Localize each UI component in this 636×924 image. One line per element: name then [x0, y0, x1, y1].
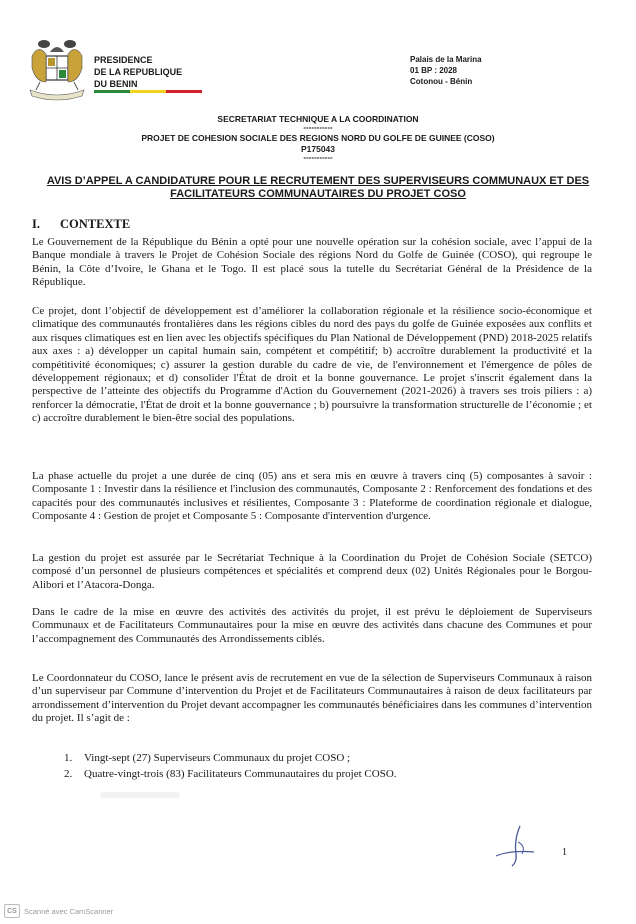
secretariat-title: SECRETARIAT TECHNIQUE A LA COORDINATION — [217, 114, 419, 124]
flag-green — [94, 90, 130, 93]
scan-smudge — [100, 792, 180, 798]
presidence-line-1: PRESIDENCE — [94, 55, 153, 65]
scanner-text: Scanné avec CamScanner — [24, 906, 114, 916]
address-line-2: 01 BP : 2028 — [410, 66, 457, 75]
list-item-text: Vingt-sept (27) Superviseurs Communaux du projet COSO ; — [84, 752, 351, 764]
paragraph-1: Le Gouvernement de la République du Bénin a opté pour une nouvelle opération sur la cohésion sociale, avec l’appui de la Banque mondiale à travers le Projet de Cohésion Sociale des régions Nord du Golfe de Guinée (COSO), qui regroupe le Bénin, la Côte d’Ivoire, le Ghana et le Togo. Il est placé sous la tutelle du Secrétariat Général de la Présidence de la République. — [32, 236, 592, 289]
paragraph-5: Dans le cadre de la mise en œuvre des activités des activités du projet, il est prévu le déploiement de Superviseurs Communaux et de Facilitateurs Communautaires pour la mise en œuvre des activités dans chacune des Communes et pour l’accompagnement des Communautés des Arrondissements ciblés. — [32, 606, 592, 645]
presidence-label — [94, 54, 182, 90]
address-line-1: Palais de la Marina — [410, 55, 482, 64]
paragraph-2: Ce projet, dont l’objectif de développement est d’améliorer la collaboration régionale et la résilience socio-économique et climatique des communautés frontalières dans les régions cibles du nord des pays du golfe de Guinée exposées aux conflits et aux risques climatiques est en lien avec les objectifs spécifiques du Plan National de Développement (PND) 2018-2025 relatifs aux axes : a) développer un capital humain sain, compétent et compétitif; b) accroître durablement la productivité et la compétitivité économiques; c) assurer la gestion durable du cadre de vie, de l'environnement et l'émergence de pôles de développement régionaux; et d) consolider l'État de droit et la bonne gouvernance. Le projet s'inscrit également dans la perspective de l’atteinte des objectifs du Programme d'Action du Gouvernement (2021-2026) à travers ses trois piliers : a) renforcer la démocratie, l'État de droit et la bonne gouvernance ; b) poursuivre la transformation structurelle de l’économie ; et c) accroître durablement le bien-être social des populations. — [32, 305, 592, 425]
list-item — [64, 766, 397, 782]
flag-stripe — [94, 90, 202, 93]
section-title: CONTEXTE — [60, 217, 131, 231]
paragraph-3: La phase actuelle du projet a une durée de cinq (05) ans et sera mis en œuvre à travers cinq (5) composantes à savoir : Composante 1 : Investir dans la résilience et l'inclusion des communautés, Composante 2 : Renforcement des fondations et des capacités pour des communautés inclusives et résilientes, Composante 3 : Plateforme de coordination régionale et dialogue, Composante 4 : Gestion de projet et Composante 5 : Composante d'intervention d'urgence. — [32, 470, 592, 523]
benin-coat-of-arms-logo — [26, 38, 88, 102]
page-number: 1 — [562, 847, 567, 858]
address-line-3: Cotonou - Bénin — [410, 77, 473, 86]
separator-dashes: ----------- — [303, 153, 333, 162]
project-code: P175043 — [300, 144, 336, 154]
list-item — [64, 750, 397, 766]
handwritten-signature — [490, 820, 540, 870]
notice-title: AVIS D’APPEL A CANDIDATURE POUR LE RECRUTEMENT DES SUPERVISEURS COMMUNAUX ET DES FACILITATEURS COMMUNAUTAIRES DU PROJET COSO — [46, 175, 590, 200]
presidence-line-3: DU BENIN — [94, 79, 138, 89]
separator-dashes: ----------- — [303, 123, 333, 132]
flag-yellow — [130, 90, 166, 93]
scanner-watermark — [4, 904, 113, 918]
address-block — [410, 54, 482, 87]
list-item-number: 1. — [64, 752, 73, 764]
flag-red — [166, 90, 202, 93]
paragraph-4: La gestion du projet est assurée par le Secrétariat Technique à la Coordination du Projet de Cohésion Sociale (SETCO) composé d’un personnel de plusieurs compétences et spécialités et comprend deux (02) Unités Régionales pour le Borgou-Alibori et l’Atacora-Donga. — [32, 552, 592, 591]
paragraph-6: Le Coordonnateur du COSO, lance le présent avis de recrutement en vue de la sélection de Superviseurs Communaux à raison d’un superviseur par Commune d’intervention du Projet et de Facilitateurs Communautaires à raison de deux facilitateurs par arrondissement d’intervention du Projet devant accompagner les communautés bénéficiaires dans les communes d’intervention du projet. Il s’agit de : — [32, 672, 592, 725]
list-item-number: 2. — [64, 768, 73, 780]
list-item-text: Quatre-vingt-trois (83) Facilitateurs Communautaires du projet COSO. — [84, 768, 397, 780]
presidence-line-2: DE LA REPUBLIQUE — [94, 67, 183, 77]
position-list — [64, 750, 397, 782]
section-number: I. — [32, 217, 40, 231]
section-heading — [32, 217, 130, 232]
camscanner-icon: CS — [4, 904, 20, 918]
project-title: PROJET DE COHESION SOCIALE DES REGIONS NORD DU GOLFE DE GUINEE (COSO) — [141, 133, 495, 143]
